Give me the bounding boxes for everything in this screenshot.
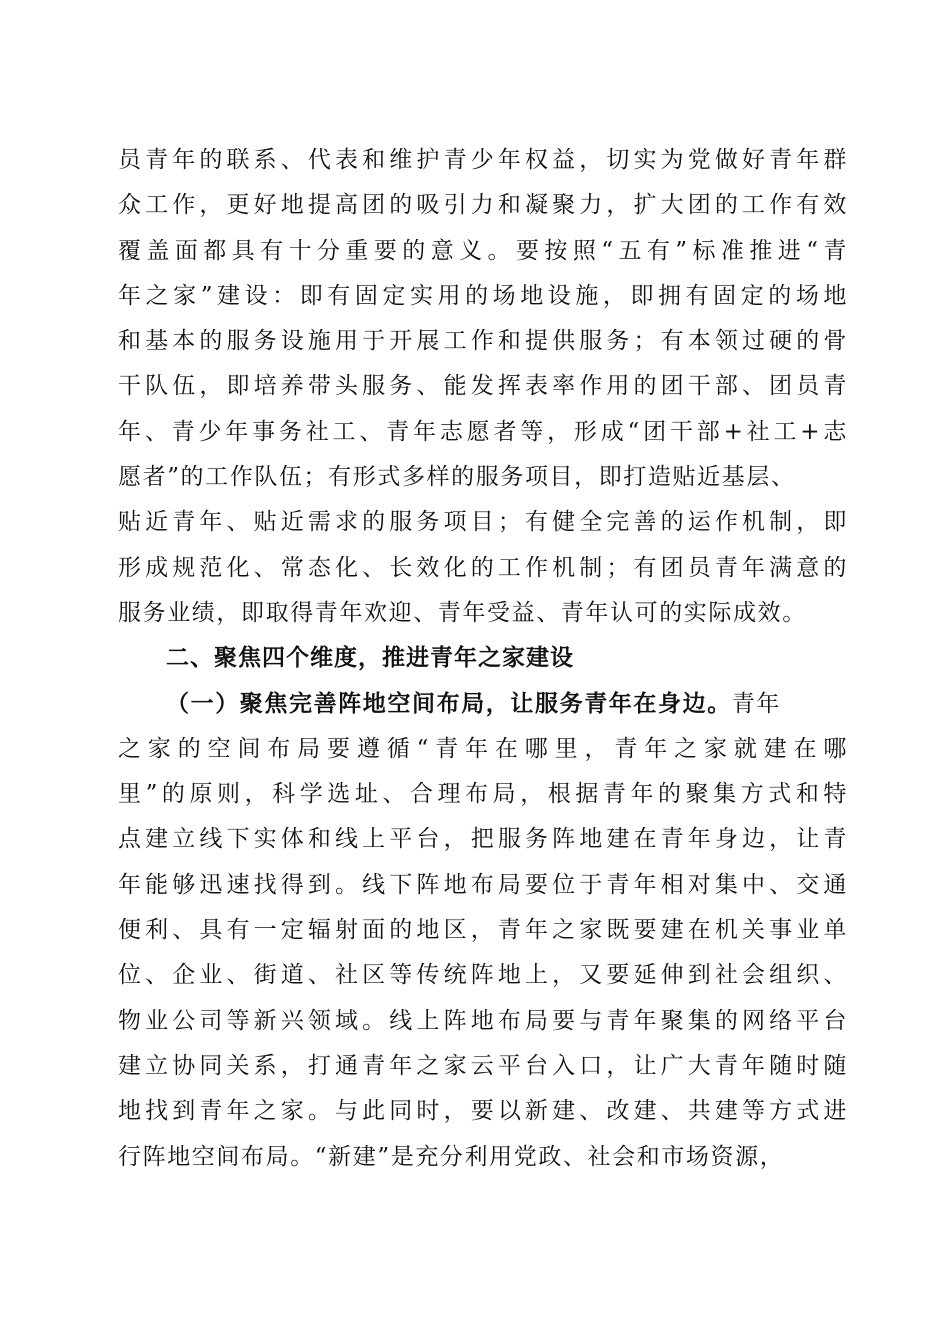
text-line: 位、企业、街道、社区等传统阵地上，又要延伸到社会组织、 xyxy=(118,962,848,989)
section-heading: 二、聚焦四个维度，推进青年之家建设 xyxy=(166,645,574,672)
text-line: 员青年的联系、代表和维护青少年权益，切实为党做好青年群 xyxy=(118,147,848,173)
text-fragment: 青年 xyxy=(731,690,782,717)
text-line: 里”的原则，科学选址、合理布局，根据青年的聚集方式和特 xyxy=(118,781,848,808)
text-line: 年能够迅速找得到。线下阵地布局要位于青年相对集中、交通 xyxy=(118,871,848,898)
text-line: 点建立线下实体和线上平台，把服务阵地建在青年身边，让青 xyxy=(118,826,848,853)
subsection-title: （一）聚焦完善阵地空间布局，让服务青年在身边。 xyxy=(166,690,732,717)
text-line: 行阵地空间布局。“新建”是充分利用党政、社会和市场资源， xyxy=(118,1143,785,1170)
text-line: 贴近青年、贴近需求的服务项目；有健全完善的运作机制，即 xyxy=(118,509,848,536)
text-line: 年之家”建设：即有固定实用的场地设施，即拥有固定的场地 xyxy=(118,282,848,309)
text-line: 覆盖面都具有十分重要的意义。要按照“五有”标准推进“青 xyxy=(118,237,848,264)
text-line: 服务业绩，即取得青年欢迎、青年受益、青年认可的实际成效。 xyxy=(118,599,807,626)
text-line: 年、青少年事务社工、青年志愿者等，形成“团干部+社工+志 xyxy=(118,418,848,445)
text-line: 愿者”的工作队伍；有形式多样的服务项目，即打造贴近基层、 xyxy=(118,464,796,491)
text-line: 地找到青年之家。与此同时，要以新建、改建、共建等方式进 xyxy=(118,1098,848,1125)
text-line: 便利、具有一定辐射面的地区，青年之家既要建在机关事业单 xyxy=(118,917,848,944)
paragraph-2 xyxy=(118,682,848,1180)
document-body xyxy=(118,138,848,1180)
subsection-first-line xyxy=(118,682,848,727)
text-line: 建立协同关系，打通青年之家云平台入口，让广大青年随时随 xyxy=(118,1052,848,1079)
text-line: 干队伍，即培养带头服务、能发挥表率作用的团干部、团员青 xyxy=(118,373,848,400)
text-line: 之家的空间布局要遵循“青年在哪里，青年之家就建在哪 xyxy=(118,735,848,762)
text-line: 和基本的服务设施用于开展工作和提供服务；有本领过硬的骨 xyxy=(118,328,848,355)
text-line: 物业公司等新兴领域。线上阵地布局要与青年聚集的网络平台 xyxy=(118,1007,848,1034)
text-line: 众工作，更好地提高团的吸引力和凝聚力，扩大团的工作有效 xyxy=(118,192,848,219)
paragraph-1 xyxy=(118,138,848,636)
text-line: 形成规范化、常态化、长效化的工作机制；有团员青年满意的 xyxy=(118,554,848,581)
